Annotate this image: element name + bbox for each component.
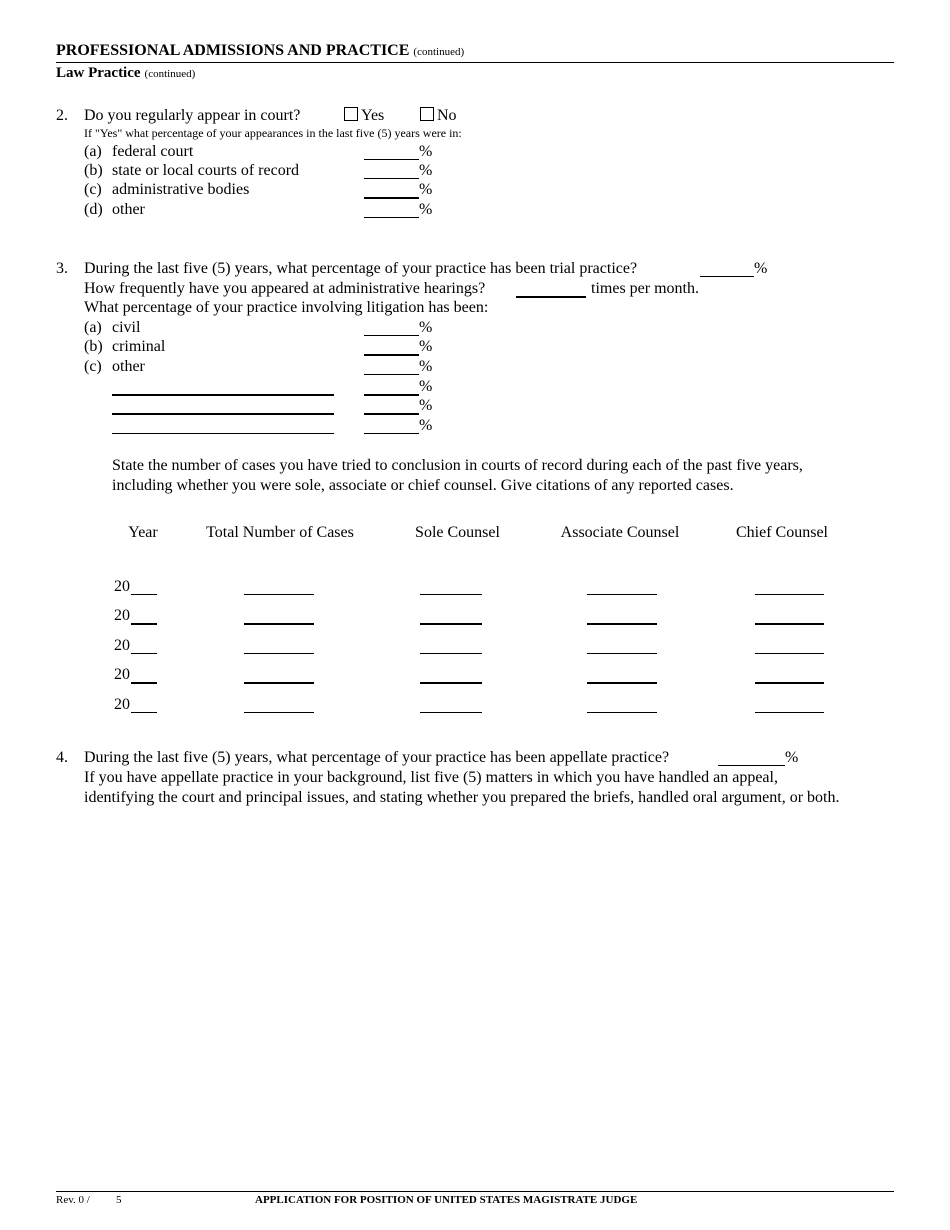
percent-unit: % bbox=[419, 358, 433, 375]
percent-unit: % bbox=[419, 143, 433, 160]
sole-counsel-field[interactable] bbox=[420, 712, 482, 713]
no-checkbox[interactable] bbox=[420, 107, 434, 121]
cases-instruction-line1: State the number of cases you have tried to conclusion in courts of record during each of the past five years, bbox=[112, 457, 803, 474]
item-label: federal court bbox=[112, 143, 194, 160]
footer-page-number: 5 bbox=[116, 1194, 122, 1206]
year-field[interactable] bbox=[131, 712, 157, 713]
hearings-suffix: times per month. bbox=[591, 280, 699, 297]
total-cases-field[interactable] bbox=[244, 682, 314, 684]
q2-yes-option[interactable] bbox=[344, 107, 384, 125]
year-field[interactable] bbox=[131, 623, 157, 625]
year-prefix: 20 bbox=[114, 637, 130, 654]
subsection-title-note: (continued) bbox=[144, 68, 196, 80]
associate-counsel-field[interactable] bbox=[587, 682, 657, 684]
hearings-question: How frequently have you appeared at administrative hearings? bbox=[84, 280, 486, 297]
year-field[interactable] bbox=[131, 594, 157, 595]
total-cases-field[interactable] bbox=[244, 712, 314, 713]
percent-field[interactable] bbox=[364, 217, 419, 218]
percent-field[interactable] bbox=[364, 374, 419, 375]
item-letter: (c) bbox=[84, 358, 102, 375]
col-header-chief: Chief Counsel bbox=[736, 524, 828, 541]
percent-field[interactable] bbox=[364, 178, 419, 179]
no-label: No bbox=[437, 107, 457, 124]
chief-counsel-field[interactable] bbox=[755, 623, 824, 625]
other-type-field[interactable] bbox=[112, 433, 334, 434]
percent-unit: % bbox=[419, 162, 433, 179]
footer-rule bbox=[56, 1191, 894, 1192]
percent-unit: % bbox=[419, 417, 433, 434]
percent-unit: % bbox=[419, 181, 433, 198]
percent-field[interactable] bbox=[364, 159, 419, 160]
yes-checkbox[interactable] bbox=[344, 107, 358, 121]
chief-counsel-field[interactable] bbox=[755, 653, 824, 654]
q4-line2: If you have appellate practice in your background, list five (5) matters in which you have handled an appeal, bbox=[84, 769, 778, 786]
percent-unit: % bbox=[419, 319, 433, 336]
header-rule bbox=[56, 62, 894, 63]
appellate-percent-unit: % bbox=[785, 749, 799, 766]
q3-number: 3. bbox=[56, 260, 68, 277]
percent-field[interactable] bbox=[364, 413, 419, 415]
total-cases-field[interactable] bbox=[244, 594, 314, 595]
associate-counsel-field[interactable] bbox=[587, 594, 657, 595]
trial-percent-unit: % bbox=[754, 260, 768, 277]
percent-unit: % bbox=[419, 201, 433, 218]
item-label: state or local courts of record bbox=[112, 162, 300, 179]
q2-instruction: If "Yes" what percentage of your appearances in the last five (5) years were in: bbox=[84, 126, 462, 140]
cases-instruction-line2: including whether you were sole, associate or chief counsel. Give citations of any reported cases. bbox=[112, 477, 734, 494]
sole-counsel-field[interactable] bbox=[420, 594, 482, 595]
percent-field[interactable] bbox=[364, 197, 419, 199]
item-label: civil bbox=[112, 319, 141, 336]
item-label: other bbox=[112, 201, 145, 218]
associate-counsel-field[interactable] bbox=[587, 712, 657, 713]
sole-counsel-field[interactable] bbox=[420, 623, 482, 625]
item-label: criminal bbox=[112, 338, 166, 355]
item-label: other bbox=[112, 358, 145, 375]
total-cases-field[interactable] bbox=[244, 653, 314, 654]
q2-no-option[interactable] bbox=[420, 107, 457, 125]
item-letter: (a) bbox=[84, 319, 102, 336]
col-header-total: Total Number of Cases bbox=[206, 524, 354, 541]
appellate-percent-field[interactable] bbox=[718, 765, 785, 766]
percent-unit: % bbox=[419, 338, 433, 355]
percent-field[interactable] bbox=[364, 433, 419, 434]
footer-title: APPLICATION FOR POSITION OF UNITED STATES MAGISTRATE JUDGE bbox=[255, 1194, 638, 1206]
col-header-sole: Sole Counsel bbox=[415, 524, 500, 541]
year-prefix: 20 bbox=[114, 578, 130, 595]
yes-label: Yes bbox=[361, 107, 385, 124]
sole-counsel-field[interactable] bbox=[420, 653, 482, 654]
col-header-associate: Associate Counsel bbox=[560, 524, 680, 541]
col-header-year: Year bbox=[128, 524, 158, 541]
year-prefix: 20 bbox=[114, 607, 130, 624]
item-letter: (b) bbox=[84, 162, 103, 179]
item-letter: (d) bbox=[84, 201, 103, 218]
footer-rev: Rev. 0 / bbox=[56, 1194, 90, 1206]
item-letter: (b) bbox=[84, 338, 103, 355]
percent-field[interactable] bbox=[364, 335, 419, 336]
associate-counsel-field[interactable] bbox=[587, 623, 657, 625]
chief-counsel-field[interactable] bbox=[755, 682, 824, 684]
page-subheader bbox=[56, 64, 195, 82]
total-cases-field[interactable] bbox=[244, 623, 314, 625]
percent-unit: % bbox=[419, 378, 433, 395]
other-type-field[interactable] bbox=[112, 394, 334, 396]
chief-counsel-field[interactable] bbox=[755, 712, 824, 713]
percent-unit: % bbox=[419, 397, 433, 414]
associate-counsel-field[interactable] bbox=[587, 653, 657, 654]
trial-percent-field[interactable] bbox=[700, 276, 754, 277]
item-letter: (a) bbox=[84, 143, 102, 160]
q2-number: 2. bbox=[56, 107, 68, 124]
item-letter: (c) bbox=[84, 181, 102, 198]
hearings-field[interactable] bbox=[516, 296, 586, 298]
chief-counsel-field[interactable] bbox=[755, 594, 824, 595]
section-title-note: (continued) bbox=[413, 46, 465, 58]
sole-counsel-field[interactable] bbox=[420, 682, 482, 684]
subsection-title: Law Practice bbox=[56, 65, 141, 81]
q4-number: 4. bbox=[56, 749, 68, 766]
other-type-field[interactable] bbox=[112, 413, 334, 415]
item-label: administrative bodies bbox=[112, 181, 250, 198]
year-prefix: 20 bbox=[114, 666, 130, 683]
q2-question: Do you regularly appear in court? bbox=[84, 107, 301, 124]
q4-question: During the last five (5) years, what percentage of your practice has been appellate practice? bbox=[84, 749, 670, 766]
year-prefix: 20 bbox=[114, 696, 130, 713]
section-title: PROFESSIONAL ADMISSIONS AND PRACTICE bbox=[56, 42, 410, 59]
page-header bbox=[56, 42, 464, 60]
percent-field[interactable] bbox=[364, 394, 419, 396]
q3-question: During the last five (5) years, what percentage of your practice has been trial practice? bbox=[84, 260, 638, 277]
q4-line3: identifying the court and principal issues, and stating whether you prepared the briefs, handled oral argument, or both. bbox=[84, 789, 840, 806]
litigation-question: What percentage of your practice involving litigation has been: bbox=[84, 299, 489, 316]
percent-field[interactable] bbox=[364, 354, 419, 356]
year-field[interactable] bbox=[131, 682, 157, 684]
year-field[interactable] bbox=[131, 653, 157, 654]
